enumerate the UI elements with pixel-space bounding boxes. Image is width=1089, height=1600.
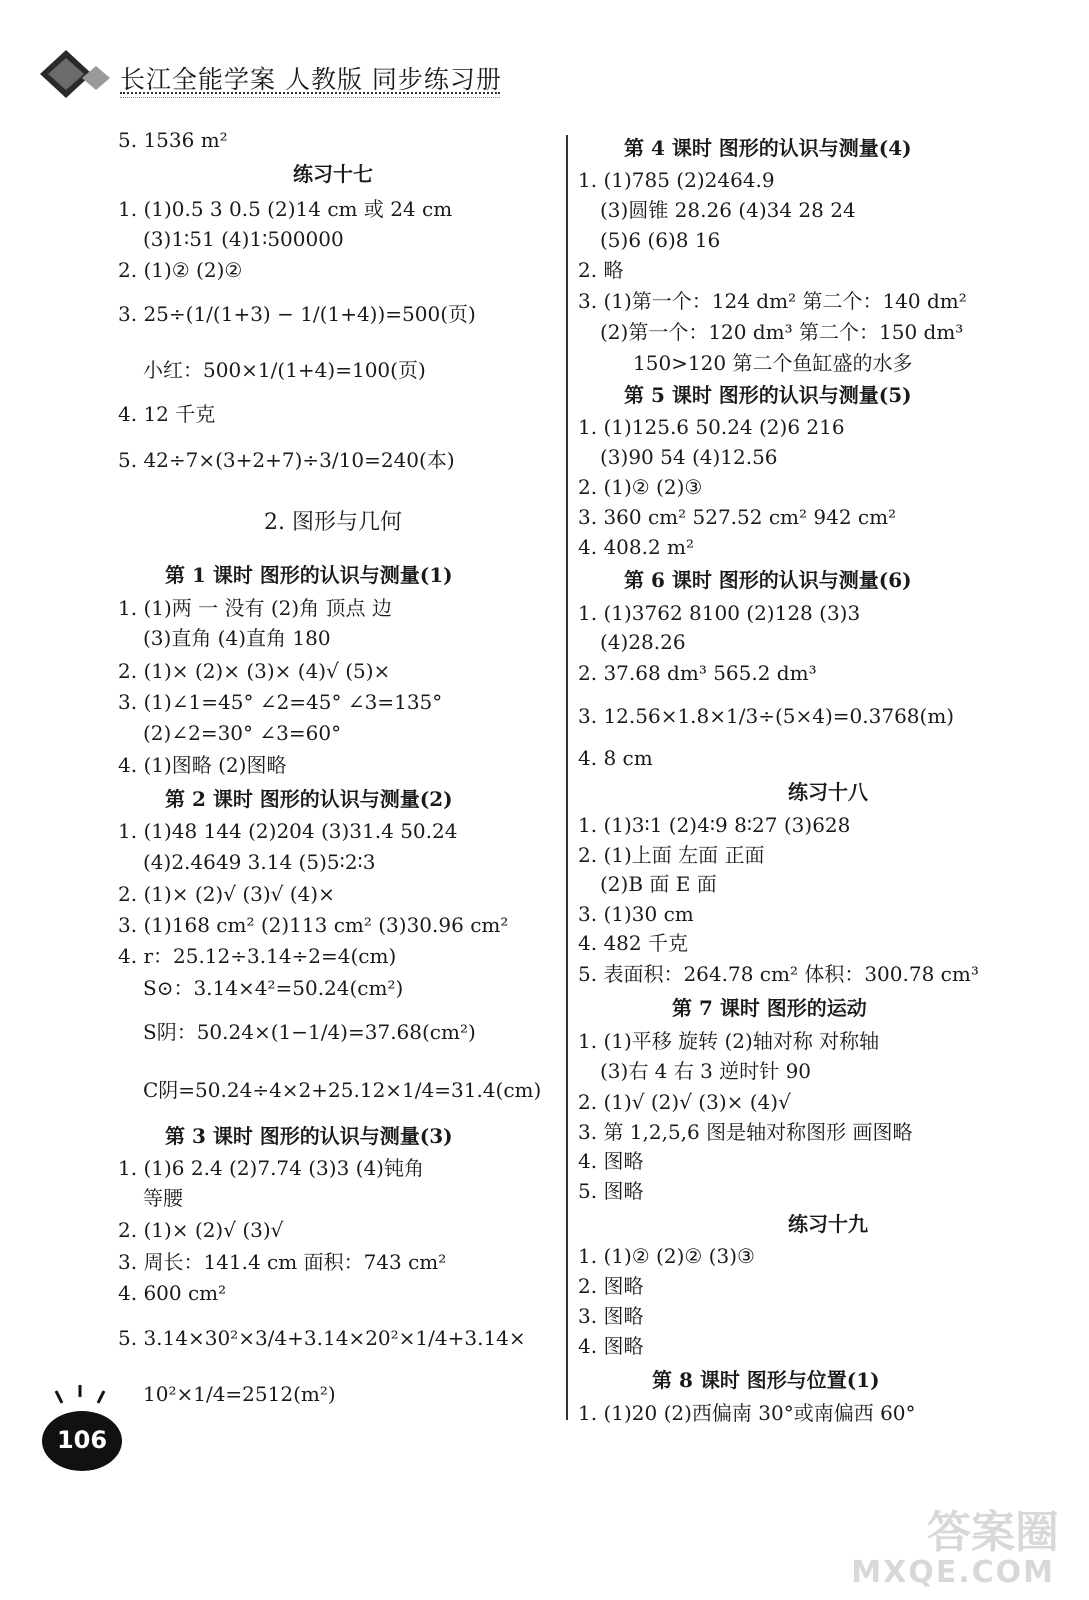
lesson-heading: 第 2 课时 图形的认识与测量(2) — [165, 787, 453, 811]
section-heading: 练习十七 — [293, 162, 373, 186]
answer-line: (2)∠2=30° ∠3=60° — [143, 721, 342, 745]
answer-line: 2. (1)× (2)√ (3)√ (4)× — [118, 882, 335, 906]
answer-line: 3. 25÷(1/(1+3) − 1/(1+4))=500(页) — [118, 302, 476, 326]
column-divider — [566, 135, 568, 1420]
answer-line: 3. 12.56×1.8×1/3÷(5×4)=0.3768(m) — [578, 704, 955, 728]
answer-line: 1. (1)48 144 (2)204 (3)31.4 50.24 — [118, 819, 458, 843]
answer-line: 5. 图略 — [578, 1179, 644, 1203]
watermark-url: MXQE.COM — [851, 1555, 1055, 1590]
answer-line: 2. 略 — [578, 258, 624, 282]
answer-line: 4. 8 cm — [578, 746, 653, 770]
answer-line: 4. 图略 — [578, 1334, 644, 1358]
answer-line: S⊙：3.14×4²=50.24(cm²) — [143, 976, 404, 1000]
answer-line: 4. 482 千克 — [578, 931, 688, 955]
answer-line: (4)2.4649 3.14 (5)5∶2∶3 — [143, 850, 376, 874]
header-divider-secondary — [120, 97, 500, 98]
watermark-logo: 答案圈 — [927, 1507, 1059, 1558]
lesson-heading: 第 5 课时 图形的认识与测量(5) — [624, 383, 912, 407]
answer-line: (3)90 54 (4)12.56 — [600, 445, 778, 469]
answer-line: 3. (1)第一个：124 dm² 第二个：140 dm² — [578, 289, 967, 313]
answer-line: 等腰 — [143, 1186, 183, 1210]
answer-line: 2. (1)② (2)② — [118, 258, 243, 282]
answer-line: 2. (1)√ (2)√ (3)× (4)√ — [578, 1090, 791, 1114]
section-heading: 练习十八 — [788, 780, 868, 804]
answer-line: 小红：500×1/(1+4)=100(页) — [143, 358, 426, 382]
answer-line: 1. (1)两 一 没有 (2)角 顶点 边 — [118, 596, 392, 620]
answer-line: (4)28.26 — [600, 630, 686, 654]
answer-line: 1. (1)② (2)② (3)③ — [578, 1244, 755, 1268]
answer-line: 2. (1)× (2)× (3)× (4)√ (5)× — [118, 659, 391, 683]
answer-line: 1. (1)0.5 3 0.5 (2)14 cm 或 24 cm — [118, 197, 453, 221]
answer-line: 3. (1)∠1=45° ∠2=45° ∠3=135° — [118, 690, 443, 714]
lesson-heading: 第 4 课时 图形的认识与测量(4) — [624, 136, 912, 160]
answer-line: (3)1∶51 (4)1∶500000 — [143, 227, 344, 251]
answer-line: 5. 42÷7×(3+2+7)÷3/10=240(本) — [118, 448, 455, 472]
answer-line: 1. (1)3∶1 (2)4∶9 8∶27 (3)628 — [578, 813, 851, 837]
answer-line: 5. 表面积：264.78 cm² 体积：300.78 cm³ — [578, 962, 979, 986]
answer-line: (2)第一个：120 dm³ 第二个：150 dm³ — [600, 320, 964, 344]
answer-line: 2. (1)上面 左面 正面 — [578, 843, 765, 867]
answer-line: 3. 图略 — [578, 1304, 644, 1328]
answer-line: 2. (1)× (2)√ (3)√ — [118, 1218, 284, 1242]
answer-line: S阴：50.24×(1−1/4)=37.68(cm²) — [143, 1020, 476, 1044]
answer-line: 2. 图略 — [578, 1274, 644, 1298]
answer-line: (5)6 (6)8 16 — [600, 228, 721, 252]
section-heading: 练习十九 — [788, 1212, 868, 1236]
answer-line: 3. 360 cm² 527.52 cm² 942 cm² — [578, 505, 897, 529]
answer-line: 2. (1)② (2)③ — [578, 475, 703, 499]
header-logo-icon — [36, 44, 116, 100]
answer-line: 10²×1/4=2512(m²) — [143, 1382, 336, 1406]
answer-line: 5. 3.14×30²×3/4+3.14×20²×1/4+3.14× — [118, 1326, 526, 1350]
answer-line: 4. r：25.12÷3.14÷2=4(cm) — [118, 944, 397, 968]
lesson-heading: 第 3 课时 图形的认识与测量(3) — [165, 1124, 453, 1148]
answer-line: 4. 600 cm² — [118, 1281, 227, 1305]
lesson-heading: 第 7 课时 图形的运动 — [672, 996, 867, 1020]
answer-line: 1. (1)785 (2)2464.9 — [578, 168, 775, 192]
answer-line: C阴=50.24÷4×2+25.12×1/4=31.4(cm) — [143, 1078, 542, 1102]
answer-line: (2)B 面 E 面 — [600, 872, 717, 896]
header-title: 长江全能学案 人教版 同步练习册 — [120, 65, 502, 94]
answer-line: 4. 12 千克 — [118, 402, 216, 426]
answer-line: 5. 1536 m² — [118, 128, 228, 152]
lesson-heading: 第 1 课时 图形的认识与测量(1) — [165, 563, 453, 587]
lesson-heading: 第 6 课时 图形的认识与测量(6) — [624, 568, 912, 592]
header-divider — [120, 92, 500, 94]
answer-line: 1. (1)6 2.4 (2)7.74 (3)3 (4)钝角 — [118, 1156, 424, 1180]
chapter-heading: 2. 图形与几何 — [264, 510, 402, 535]
page-number: 106 — [56, 1426, 108, 1454]
answer-line: 3. 第 1,2,5,6 图是轴对称图形 画图略 — [578, 1120, 913, 1144]
answer-line: 1. (1)125.6 50.24 (2)6 216 — [578, 415, 845, 439]
answer-line: 1. (1)平移 旋转 (2)轴对称 对称轴 — [578, 1029, 880, 1053]
answer-line: 4. 图略 — [578, 1149, 644, 1173]
answer-line: 1. (1)3762 8100 (2)128 (3)3 — [578, 601, 861, 625]
answer-line: 1. (1)20 (2)西偏南 30°或南偏西 60° — [578, 1401, 916, 1425]
answer-line: 4. (1)图略 (2)图略 — [118, 753, 287, 777]
answer-line: (3)右 4 右 3 逆时针 90 — [600, 1059, 812, 1083]
answer-line: 3. (1)30 cm — [578, 902, 694, 926]
answer-line: 3. 周长：141.4 cm 面积：743 cm² — [118, 1250, 447, 1274]
answer-line: (3)直角 (4)直角 180 — [143, 626, 331, 650]
answer-line: 3. (1)168 cm² (2)113 cm² (3)30.96 cm² — [118, 913, 509, 937]
answer-line: (3)圆锥 28.26 (4)34 28 24 — [600, 198, 856, 222]
answer-line: 2. 37.68 dm³ 565.2 dm³ — [578, 661, 817, 685]
answer-line: 4. 408.2 m² — [578, 535, 695, 559]
answer-line: 150>120 第二个鱼缸盛的水多 — [633, 351, 913, 375]
lesson-heading: 第 8 课时 图形与位置(1) — [652, 1368, 880, 1392]
